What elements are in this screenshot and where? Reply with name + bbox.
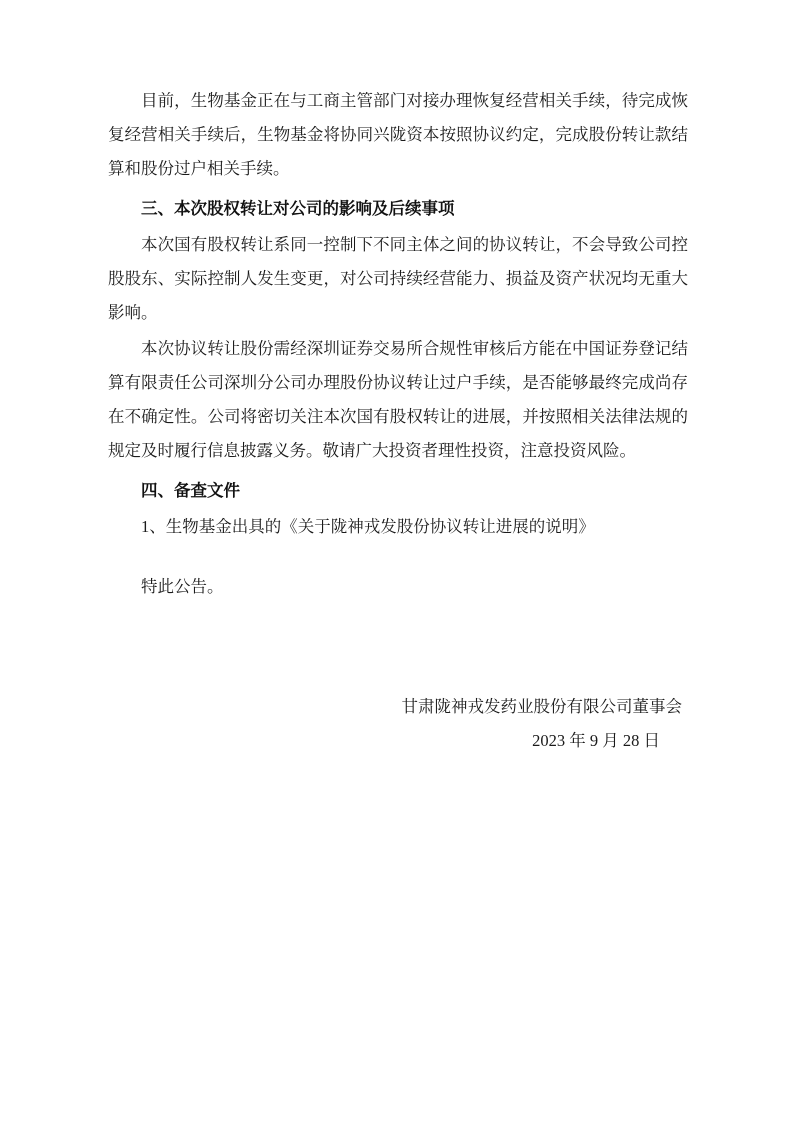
spacer (108, 544, 688, 570)
section-three-paragraph-2: 本次协议转让股份需经深圳证券交易所合规性审核后方能在中国证券登记结算有限责任公司深圳分公司办理股份协议转让过户手续，是否能够最终完成尚存在不确定性。公司将密切关注本次国有股权转让的进展，并按照相关法律法规的规定及时履行信息披露义务。敬请广大投资者理性投资，注意投资风险。 (108, 339, 688, 460)
signature-block (108, 690, 688, 758)
section-heading-three: 三、本次股权转让对公司的影响及后续事项 (141, 199, 455, 218)
document-content (108, 84, 688, 758)
signature-company: 甘肃陇神戎发药业股份有限公司董事会 (401, 697, 682, 716)
closing-statement: 特此公告。 (141, 577, 224, 596)
paragraph-intro: 目前，生物基金正在与工商主管部门对接办理恢复经营相关手续，待完成恢复经营相关手续后，生物基金将协同兴陇资本按照协议约定，完成股份转让款结算和股份过户相关手续。 (108, 91, 688, 178)
section-three-paragraph-1: 本次国有股权转让系同一控制下不同主体之间的协议转让，不会导致公司控股股东、实际控制人发生变更，对公司持续经营能力、损益及资产状况均无重大影响。 (108, 235, 688, 322)
signature-date: 2023 年 9 月 28 日 (532, 731, 660, 750)
section-four-item-1: 1、生物基金出具的《关于陇神戎发股份协议转让进展的说明》 (141, 517, 595, 536)
section-heading-four: 四、备查文件 (141, 481, 240, 500)
